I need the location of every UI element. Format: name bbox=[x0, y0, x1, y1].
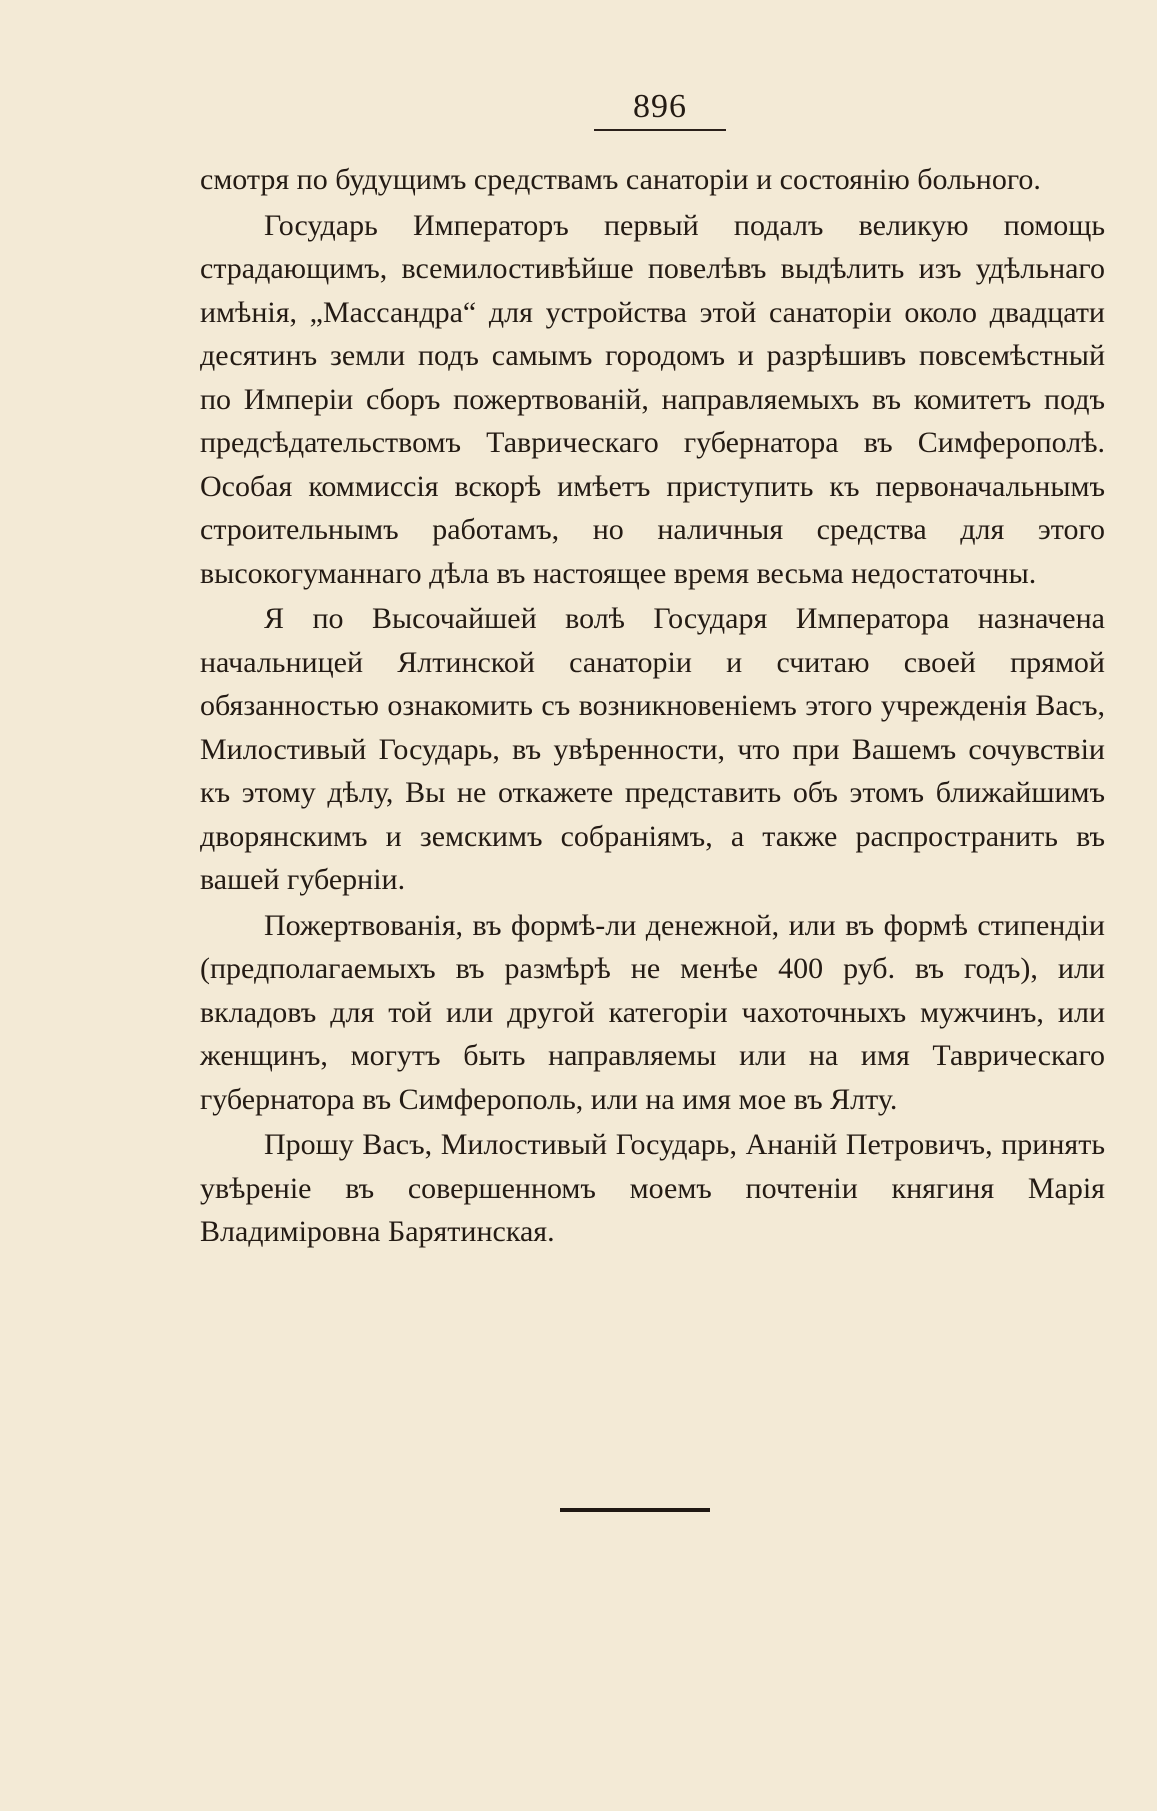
paragraph-continuation: смотря по будущимъ средствамъ санаторіи и состоянію больного. bbox=[200, 163, 1041, 196]
paragraph-donations: Пожертвованія, въ формѣ-ли денежной, или въ формѣ стипендіи (предполагаемыхъ въ размѣрѣ не менѣе 400 руб. въ годъ), или вкладовъ для той или другой категоріи чахоточныхъ мужчинъ, или женщинъ, могутъ быть направляемы или на имя Таврическаго губернатора въ Симферополь, или на имя мое въ Ялту. bbox=[200, 908, 1105, 1116]
closing-divider bbox=[560, 1508, 710, 1512]
paragraph-closing: Прошу Васъ, Милостивый Государь, Ананій Петровичъ, принять увѣреніе въ совершенномъ моемъ почтеніи княгиня Марія Владиміровна Барятинская. bbox=[200, 1128, 1105, 1248]
paragraph-emperor-aid: Государь Императоръ первый подалъ великую помощь страдающимъ, всемилостивѣйше повелѣвъ выдѣлить изъ удѣльнаго имѣнія, „Массандра“ для устройства этой санаторіи около двадцати десятинъ земли подъ самымъ городомъ и разрѣшивъ повсемѣстный по Имперіи сборъ пожертвованій, направляемыхъ въ комитетъ подъ предсѣдательствомъ Таврическаго губернатора въ Симферополѣ. Особая коммиссія вскорѣ имѣетъ приступить къ первоначальнымъ строительнымъ работамъ, но наличныя средства для этого высокогуманнаго дѣла въ настоящее время весьма недостаточны. bbox=[200, 208, 1105, 590]
letter-body bbox=[200, 158, 1105, 1256]
paragraph-appointment: Я по Высочайшей волѣ Государя Императора назначена начальницей Ялтинской санаторіи и считаю своей прямой обязанностью ознакомить съ возникновеніемъ этого учрежденія Васъ, Милостивый Государь, въ увѣренности, что при Вашемъ сочувствіи къ этому дѣлу, Вы не откажете представить объ этомъ ближайшимъ дворянскимъ и земскимъ собраніямъ, а также распространить въ вашей губерніи. bbox=[200, 602, 1105, 896]
page-number: 896 bbox=[633, 88, 687, 125]
page-number-underline bbox=[594, 129, 726, 131]
